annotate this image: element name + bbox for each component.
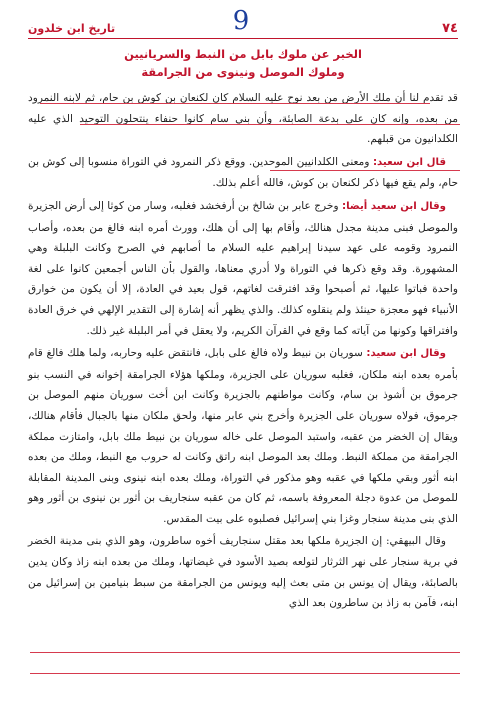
paragraph-4 [28, 343, 458, 529]
paragraph-2-text: ومعنى الكلدانيين الموحدين. ووقع ذكر النمرود في التوراة منسوبا إلى كوش بن حام، ولم يقع فيها ذكر لكنعان بن كوش، فالله أعلم بذلك. [28, 155, 458, 190]
paragraph-5 [28, 531, 458, 613]
section-heading [40, 45, 446, 81]
paragraph-3-label: وقال ابن سعيد أيضا: [342, 200, 446, 212]
page-number: ٧٤ [442, 21, 458, 36]
paragraph-2-label: قال ابن سعيد: [372, 156, 447, 168]
section-title-line-1: الخبر عن ملوك بابل من النبط والسريانيين [124, 47, 362, 61]
header-rule [28, 38, 458, 39]
paragraph-4-text: سوريان بن نبيط ولاه فالغ على بابل، فانتقض عليه وحاربه، ولما هلك فالغ قام بأمره بعده ابنه ملكان، فغلبه سوريان على الجزيرة، وملكها هؤلاء الجرامقة إخوانه في النسب بنو جرموق بن أشوذ بن سام، وكانت مواطنهم بالجزيرة وكانت ابن أخت سوريان منهم الموصل بن جرموق، فولاه سوريان على الجزيرة وأخرج بني عابر منها، ولحق ملكان منها بالجبال فأقام هنالك، ويقال إن الخضر من عقبه، واستبد الموصل على خاله سوريان بن نبيط ملك بابل، وامتازت مملكة الجرامقة من مملكة النبط. وملك بعد الموصل ابنه راتق وكانت له حروب مع النبط، وملك من بعده ابنه أثور وبقي ملكها في عقبه وهو مذكور في التوراة، وملك بعده ابنه نينوى وبنى المدينة المقابلة للموصل من عدوة دجلة المعروفة باسمه، ثم كان من عقبه سنجاريف بن أثور بن نينوى بن أثور وهو الذي بنى مدينة سنجار وغزا بني إسرائيل فصلبوه على بيت المقدس. [28, 347, 458, 525]
running-book-title: تاريخ ابن خلدون [28, 22, 116, 35]
body-text [28, 88, 458, 616]
paragraph-4-label: وقال ابن سعيد: [366, 348, 446, 360]
highlight-underline [30, 652, 460, 653]
highlight-underline [30, 673, 460, 674]
highlight-underline [270, 170, 460, 171]
section-title-line-2: وملوك الموصل ونينوى من الجرامقة [141, 65, 345, 79]
paragraph-3-text: وخرج عابر بن شالخ بن أرفخشد فغلبه، وسار من كوثا إلى أرض الجزيرة والموصل فبنى مدينة مجدل هنالك، وأقام بها إلى أن هلك، وورث أمره ابنه فالغ من بعده، وأصاب النمرود وقومه على عهد سيدنا إبراهيم عليه السلام ما أصابهم في الصرح وكانت البلبلة وهي المشهورة. وقد وقع ذكرها في التوراة ولا أدري معناها، والقول بأن الناس أجمعين كانوا على لغة واحدة فباتوا عليها، ثم أصبحوا وقد افترقت لغاتهم، قول بعيد في العادة، إلا أن يكون من خوارق الأنبياء فهو معجزة حينئذ ولم ينقلوه كذلك. والذي يظهر أنه إشارة إلى التقدير الإلهي في خرق العادة وافتراقها وكونها من آياته كما وقع في القرآن الكريم، ولا يعقل في أمر البلبلة غير ذلك. [28, 199, 458, 337]
highlight-underline [40, 103, 430, 104]
paragraph-3 [28, 196, 458, 341]
chapter-number: 9 [232, 6, 250, 36]
page-header [0, 6, 486, 42]
paragraph-2 [28, 152, 458, 194]
paragraph-1-text: قد تقدم لنا أن ملك الأرض من بعد نوح عليه السلام كان لكنعان بن كوش بن حام، ثم لابنه النمرود من بعده، وإنه كان على بدعة الصابئة، وأن بني سام كانوا حنفاء ينتحلون التوحيد الذي عليه الكلدانيون من قبلهم. [28, 92, 458, 146]
paragraph-5-text: وقال البيهقي: إن الجزيرة ملكها بعد مقتل سنجاريف أخوه ساطرون، وهو الذي بنى مدينة الخضر في برية سنجار على نهر الثرثار لتولعه بصيد الأسود في غيضاتها، وملك من بعده ابنه زاذ وكان يدين بالصابئة، ويقال إن يونس بن متى بعث إليه ويونس من الجرامقة من سبط بنيامين بن إسرائيل من ابنه، فآمن به زاذ بن ساطرون بعد الذي [28, 535, 458, 610]
highlight-underline [80, 124, 460, 125]
paragraph-1 [28, 88, 458, 150]
